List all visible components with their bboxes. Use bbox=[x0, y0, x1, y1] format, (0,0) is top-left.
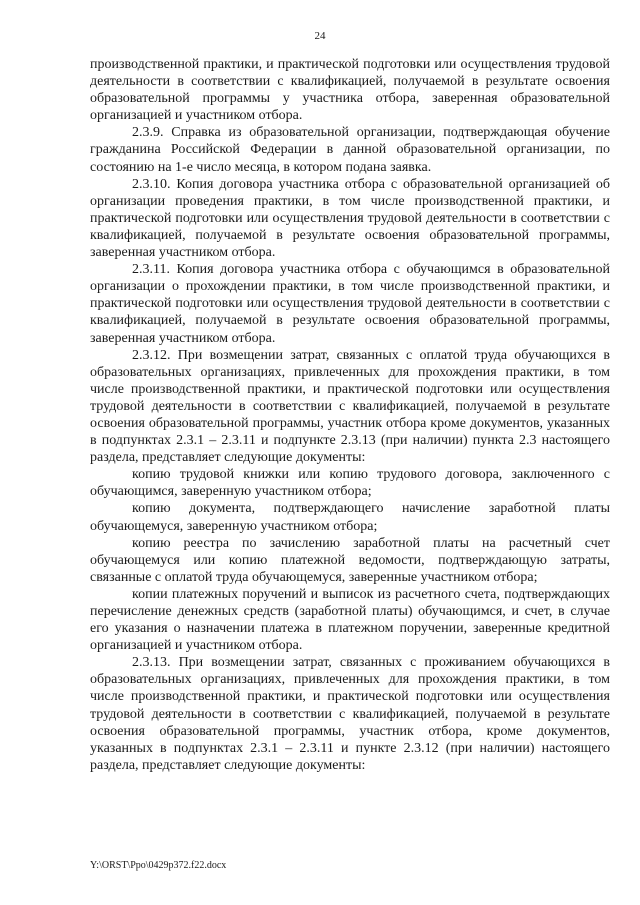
page-number: 24 bbox=[314, 30, 326, 42]
footer-file-path: Y:\ORST\Ppo\0429p372.f22.docx bbox=[90, 860, 227, 871]
list-item-salary-accrual: копию документа, подтверждающего начисление заработной платы обучающемуся, заверенную участником отбора; bbox=[90, 501, 610, 534]
paragraph-2-3-11: 2.3.11. Копия договора участника отбора с обучающимся в образовательной организации о прохождении практики, в том числе производственной практики, и практической подготовки или осуществления трудовой деятельности в соответствии с квалификацией, получаемой в результате освоения образовательной программы, заверенная участником отбора. bbox=[90, 262, 610, 346]
list-item-payment-orders: копии платежных поручений и выписок из расчетного счета, подтверждающих перечисление денежных средств (заработной платы) обучающимся, и счет, в случае его указания о назначении платежа в платежном поручении, заверенные кредитной организацией и участником отбора. bbox=[90, 586, 610, 654]
list-item-salary-registry: копию реестра по зачислению заработной платы на расчетный счет обучающемуся или копию платежной ведомости, подтверждающую затраты, связанные с оплатой труда обучающемуся, заверенные участником отбора; bbox=[90, 535, 610, 585]
list-item-labor-book: копию трудовой книжки или копию трудового договора, заключенного с обучающимся, заверенную участником отбора; bbox=[90, 467, 610, 500]
document-body bbox=[90, 56, 610, 774]
paragraph-2-3-13: 2.3.13. При возмещении затрат, связанных с проживанием обучающихся в образовательных организациях, привлеченных для прохождения практики, в том числе производственной практики, и практической подготовки или осуществления трудовой деятельности в соответствии с квалификацией, получаемой в результате освоения образовательной программы, участник отбора, кроме документов, указанных в подпунктах 2.3.1 – 2.3.11 и пункте 2.3.12 (при наличии) настоящего раздела, представляет следующие документы: bbox=[90, 655, 610, 773]
paragraph-2-3-12: 2.3.12. При возмещении затрат, связанных с оплатой труда обучающихся в образовательных организациях, привлеченных для прохождения практики, в том числе производственной практики, и практической подготовки или осуществления трудовой деятельности в соответствии с квалификацией, получаемой в результате освоения образовательной программы, участник отбора кроме документов, указанных в подпунктах 2.3.1 – 2.3.11 и подпункте 2.3.13 (при наличии) пункта 2.3 настоящего раздела, представляет следующие документы: bbox=[90, 347, 610, 466]
paragraph-2-3-10: 2.3.10. Копия договора участника отбора с образовательной организацией об организации проведения практики, в том числе производственной практики, и практической подготовки или осуществления трудовой деятельности в соответствии с квалификацией, получаемой в результате освоения образовательной программы, заверенная участником отбора. bbox=[90, 176, 610, 261]
paragraph-continuation: производственной практики, и практической подготовки или осуществления трудовой деятельности в соответствии с квалификацией, получаемой в результате освоения образовательной программы у участника отбора, заверенная образовательной организацией и участником отбора. bbox=[90, 57, 610, 124]
paragraph-2-3-9: 2.3.9. Справка из образовательной организации, подтверждающая обучение гражданина Российской Федерации в данной образовательной организации, по состоянию на 1-е число месяца, в котором подана заявка. bbox=[90, 125, 610, 175]
